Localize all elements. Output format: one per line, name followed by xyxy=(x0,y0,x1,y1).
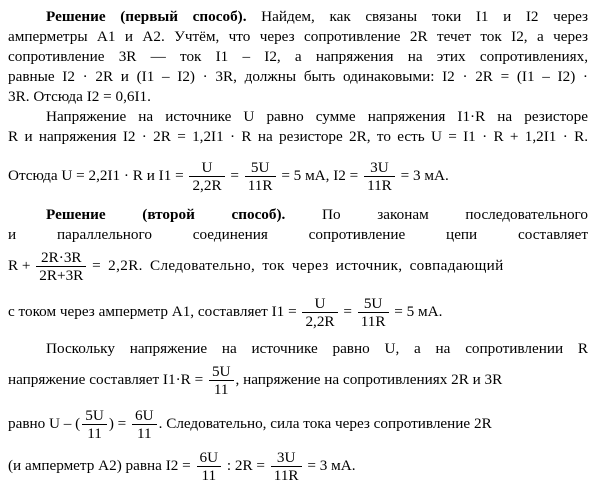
frac-num: 3U xyxy=(271,449,302,467)
frac-den: 2,2R xyxy=(305,313,335,331)
frac-num: 5U xyxy=(209,363,234,381)
s2-l7-rest: . Следовательно, сила тока через сопротивление 2R xyxy=(158,415,492,432)
frac-den: 11R xyxy=(360,313,386,331)
s2-l8-mid: : 2R = xyxy=(226,457,265,474)
fraction-5u-over-11r-b xyxy=(358,295,389,330)
frac-num: 5U xyxy=(358,295,389,313)
s2-line-6 xyxy=(8,360,588,400)
s2-l6-rest: , напряжение на сопротивлениях 2R и 3R xyxy=(235,371,503,388)
frac-num: 3U xyxy=(364,159,395,177)
s2-line-7 xyxy=(8,404,588,444)
fraction-5u-over-11r xyxy=(245,159,276,194)
s2-l3-start: R + xyxy=(8,257,31,274)
frac-den: 11 xyxy=(201,467,217,485)
frac-den: 11 xyxy=(137,425,152,443)
fraction-3u-over-11r xyxy=(364,159,395,194)
frac-den: 2,2R xyxy=(192,177,222,195)
fraction-u-over-2-2r-b xyxy=(302,295,337,330)
s2-l4-start: с током через амперметр А1, составляет I1 = xyxy=(8,303,297,320)
s2-line-4 xyxy=(8,292,588,332)
s1-l8-start: Отсюда U = 2,2I1 · R и I1 = xyxy=(8,167,184,184)
s2-l7-start: равно U – ( xyxy=(8,415,81,432)
s2-l8-start: (и амперметр А2) равна I2 = xyxy=(8,457,191,474)
s1-line-1-text: Найдем, как связаны токи I1 и I2 через xyxy=(261,8,588,25)
s2-line-3 xyxy=(8,246,588,286)
fraction-parallel xyxy=(36,249,86,284)
frac-num: 6U xyxy=(197,449,222,467)
s2-l7-mid: ) = xyxy=(108,415,127,432)
s2-line-8 xyxy=(8,446,588,486)
s2-l8-end: = 3 мА. xyxy=(307,457,356,474)
s2-l4-end: = 5 мА. xyxy=(394,303,443,320)
frac-den: 2R+3R xyxy=(39,267,84,285)
s1-line-5: 3R. Отсюда I2 = 0,6I1. xyxy=(8,88,151,105)
frac-num: 5U xyxy=(82,407,107,425)
s2-line-5: Поскольку напряжение на источнике равно U, а на сопротивлении R xyxy=(46,340,588,357)
s2-l3-rest: = 2,2R. Следовательно, ток через источник, совпадающий xyxy=(92,257,504,274)
fraction-6u-over-11-b xyxy=(197,449,222,484)
s2-line-1-text: По законам последовательного xyxy=(322,206,588,223)
frac-num: 2R·3R xyxy=(36,249,86,267)
frac-num: U xyxy=(189,159,224,177)
s1-l8-mid: = 5 мА, I2 = xyxy=(281,167,359,184)
s1-line-7: R и напряжения I2 · 2R = 1,2I1 · R на резисторе 2R, то есть U = I1 · R + 1,2I1 · R. xyxy=(8,128,588,145)
s1-line-8 xyxy=(8,156,588,196)
s1-line-6: Напряжение на источнике U равно сумме напряжения I1·R на резисторе xyxy=(46,108,588,125)
s1-line-1 xyxy=(46,8,588,26)
s2-heading: Решение (второй способ). xyxy=(46,206,286,223)
s2-l4-eq: = xyxy=(343,303,352,320)
s2-l6-start: напряжение составляет I1·R = xyxy=(8,371,204,388)
s1-heading: Решение (первый способ). xyxy=(46,8,247,25)
fraction-5u-over-11 xyxy=(209,363,234,398)
fraction-3u-over-11r-b xyxy=(271,449,302,484)
frac-den: 11 xyxy=(87,425,102,443)
frac-den: 11R xyxy=(247,177,273,195)
s1-line-2: амперметры А1 и А2. Учтём, что через сопротивление 2R течет ток I2, а через xyxy=(8,28,588,45)
fraction-u-over-2-2r xyxy=(189,159,224,194)
frac-den: 11R xyxy=(367,177,392,195)
s1-l8-eq: = xyxy=(230,167,239,184)
frac-num: 5U xyxy=(245,159,276,177)
s2-line-1 xyxy=(46,206,588,224)
frac-num: U xyxy=(302,295,337,313)
frac-num: 6U xyxy=(132,407,157,425)
fraction-6u-over-11 xyxy=(132,407,157,442)
frac-den: 11 xyxy=(213,381,229,399)
s2-line-2: и параллельного соединения сопротивление цепи составляет xyxy=(8,226,588,243)
frac-den: 11R xyxy=(273,467,299,485)
s1-line-3: сопротивление 3R — ток I1 – I2, а напряжения на этих сопротивлениях, xyxy=(8,48,588,65)
fraction-5u-over-11-b xyxy=(82,407,107,442)
s1-l8-end: = 3 мА. xyxy=(400,167,449,184)
s1-line-4: равные I2 · 2R и (I1 – I2) · 3R, должны быть одинаковыми: I2 · 2R = (I1 – I2) · xyxy=(8,68,588,85)
